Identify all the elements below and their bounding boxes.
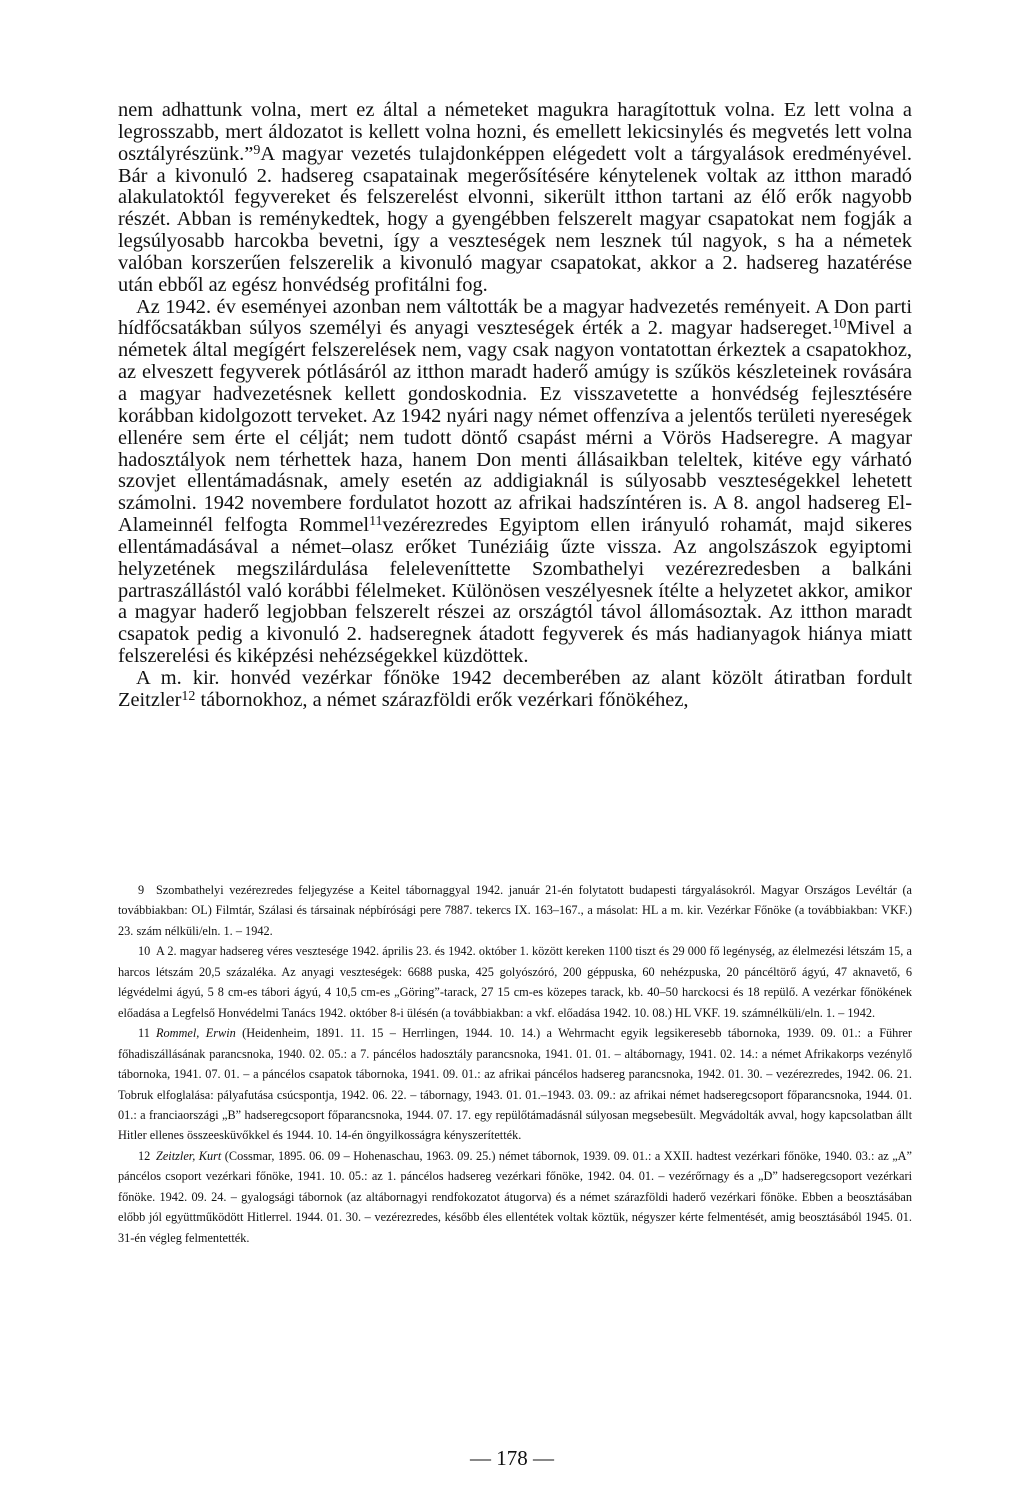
paragraph-1 [118,100,912,297]
footnote-11 [118,1023,912,1146]
text-segment: tábornokhoz, a német szárazföldi erők vezérkari főnökéhez, [195,688,689,711]
text-segment: vezérezredes Egyiptom ellen irányuló rohamát, majd sikeres ellentámadásával a német–olasz erőket Tunéziáig űzte vissza. Az angolszászok egyiptomi helyzetének megszilárdulása feleleveníttette Szombathelyi vezérezredesben a balkáni partraszállástól való korábbi félelmeket. Különösen veszélyesnek ítélte a helyzetet akkor, amikor a magyar haderő legjobban felszerelt részei az országtól távol állomásoztak. Az itthon maradt csapatok pedig a kivonuló 2. hadseregnek átadott fegyverek és más hadianyagok hiánya miatt felszerelési és kiképzési nehézségekkel küzdöttek. [118,514,913,668]
footnote-ref-12: 12 [181,688,196,704]
footnotes [118,880,912,1248]
main-text [118,100,912,712]
text-segment: Az 1942. év eseményei azonban nem váltották be a magyar hadvezetés reményeit. A Don parti hídfőcsatákban súlyos személyi és anyagi veszteségek érték a 2. magyar hadsereget. [118,295,912,340]
footnote-12 [118,1146,912,1248]
footnote-text: A 2. magyar hadsereg véres vesztesége 1942. április 23. és 1942. október 1. között kereken 1100 tiszt és 29 000 fő legénység, az élelmezési létszám 15, a harcos létszám 20,5 százaléka. Az anyagi veszteségek: 6688 puska, 425 golyószóró, 200 géppuska, 60 nehézpuska, 20 páncéltörő ágyú, 47 aknavető, 6 légvédelmi ágyú, 5 8 cm-es tábori ágyú, 4 10,5 cm-es „Göring”-tarack, 27 15 cm-es közepes tarack, kb. 40–50 harckocsi és 18 repülő. A vezérkar főnökének előadása a Legfelső Honvédelmi Tanács 1942. október 8-i ülésén (a továbbiakban: a vkf. előadása 1942. 10. 08.) HL VKF. 19. számnélküli/eln. 1. – 1942. [118,944,912,1020]
text-segment: A magyar vezetés tulajdonképpen elégedett volt a tárgyalások eredményével. Bár a kivonuló 2. hadsereg csapatainak megerősítésére kénytelenek voltak az itthon maradó alakulatoktól fegyvereket és felszerelést elvonni, sikerült itthon tartani az élő erők nagyobb részét. Abban is reménykedtek, hogy a gyengébben felszerelt magyar csapatokat nem fogják a legsúlyosabb harcokba bevetni, így a veszteségek nem lesznek túl nagyok, s ha a németek valóban korszerűen felszerelik a kivonuló magyar csapatokat, akkor a 2. hadsereg hazatérése után ebből az egész honvédség profitálni fog. [118,142,912,296]
paragraph-3 [118,668,912,712]
text-segment: Mivel a németek által megígért felszerelések nem, vagy csak nagyon vontatottan érkeztek a csapatokhoz, az elveszett fegyverek pótlásáról az itthon maradt haderő amúgy is szűkös készleteinek rovására a magyar hadvezetésnek kellett gondoskodnia. Ez visszavetette a honvédség fejlesztésére korábban kidolgozott terveket. Az 1942 nyári nagy német offenzíva a jelentős területi nyereségek ellenére sem érte el célját; nem tudott döntő csapást mérni a Vörös Hadseregre. A magyar hadosztályok nem térhettek haza, hanem Don menti állásaikban teleltek, kitéve egy várható szovjet ellentámadásnak, amely esetén az addigiaknál is súlyosabb veszteségekkel lehetett számolni. 1942 novembere fordulatot hozott az afrikai hadszíntéren is. A 8. angol hadsereg El-Alameinnél felfogta Rommel [118,317,913,537]
footnote-person-name: Rommel, Erwin [156,1026,236,1041]
footnote-person-name: Zeitzler, Kurt [156,1148,222,1163]
footnote-10 [118,941,912,1023]
footnote-ref-9: 9 [253,142,261,158]
footnote-text: (Heidenheim, 1891. 11. 15 – Herrlingen, 1944. 10. 14.) a Wehrmacht egyik legsikeresebb tábornoka, 1939. 09. 01.: a Führer főhadiszállásának parancsnoka, 1940. 02. 05.: a 7. páncélos hadosztály parancsnoka, 1941. 01. 01. – altábornagy, 1941. 02. 14.: a német Afrikakorps vezénylő tábornoka, 1941. 07. 01. – a páncélos csapatok tábornoka, 1941. 09. 01.: az afrikai páncélos hadsereg parancsnoka, 1942. 01. 30. – vezérezredes, 1942. 06. 21. Tobruk elfoglalása: pályafutása csúcspontja, 1942. 06. 22. – tábornagy, 1943. 01. 01.–1943. 03. 09.: az afrikai német hadseregcsoport főparancsnoka, 1944. 01. 01.: a franciaországi „B” hadseregcsoport főparancsnoka, 1944. 07. 17. egy repülőtámadásnál súlyosan megsebesült. Megvádolták avval, hogy kapcsolatban állt Hitler ellenes összeesküvőkkel és 1944. 10. 14-én öngyilkosságra kényszerítették. [118,1026,912,1143]
text-segment: A m. kir. honvéd vezérkar főnöke 1942 decemberében az alant közölt átiratban fordult Zeitzler [118,666,912,711]
page-number: — 178 — [470,1446,554,1470]
footnote-text: (Cossmar, 1895. 06. 09 – Hohenaschau, 1963. 09. 25.) német tábornok, 1939. 09. 01.: a XXII. hadtest vezérkari főnöke, 1940. 03.: az „A” páncélos csoport vezérkari főnöke, 1941. 10. 05.: az 1. páncélos hadsereg vezérkari főnöke, 1942. 04. 01. – vezérőrnagy és a „D” hadseregcsoport vezérkari főnöke. 1942. 09. 24. – gyalogsági tábornok (az altábornagyi rendfokozatot átugorva) és a német szárazföldi haderő vezérkari főnöke. Ebben a beosztásában előbb jól együttműködött Hitlerrel. 1944. 01. 30. – vezérezredes, később éles ellentétek voltak köztük, négyszer kérte felmentését, amig beosztásából 1945. 01. 31-én végleg felmentették. [118,1148,912,1245]
footnote-number: 11 [138,1026,150,1041]
text-segment: nem adhattunk volna, mert ez által a németeket magukra haragítottuk volna. Ez lett volna a legrosszabb, mert áldozatot is kellett volna hozni, és emellett lekicsinylés és megvetés lett volna osztályrészünk.” [118,99,912,165]
paragraph-2 [118,297,912,668]
footnote-number: 10 [138,944,151,959]
footnote-ref-10: 10 [832,317,847,333]
footnote-9 [118,880,912,941]
footnote-number: 9 [138,883,145,897]
footnote-number: 12 [138,1148,151,1163]
footnote-ref-11: 11 [369,514,383,530]
footnote-text: Szombathelyi vezérezredes feljegyzése a Keitel tábornaggyal 1942. január 21-én folytatott budapesti tárgyalásokról. Magyar Országos Levéltár (a továbbiakban: OL) Filmtár, Szálasi és társainak népbírósági pere 7887. tekercs IX. 163–167., a másolat: HL a m. kir. Vezérkar Főnöke (a továbbiakban: VKF.) 23. szám nélküli/eln. 1. – 1942. [118,883,912,938]
